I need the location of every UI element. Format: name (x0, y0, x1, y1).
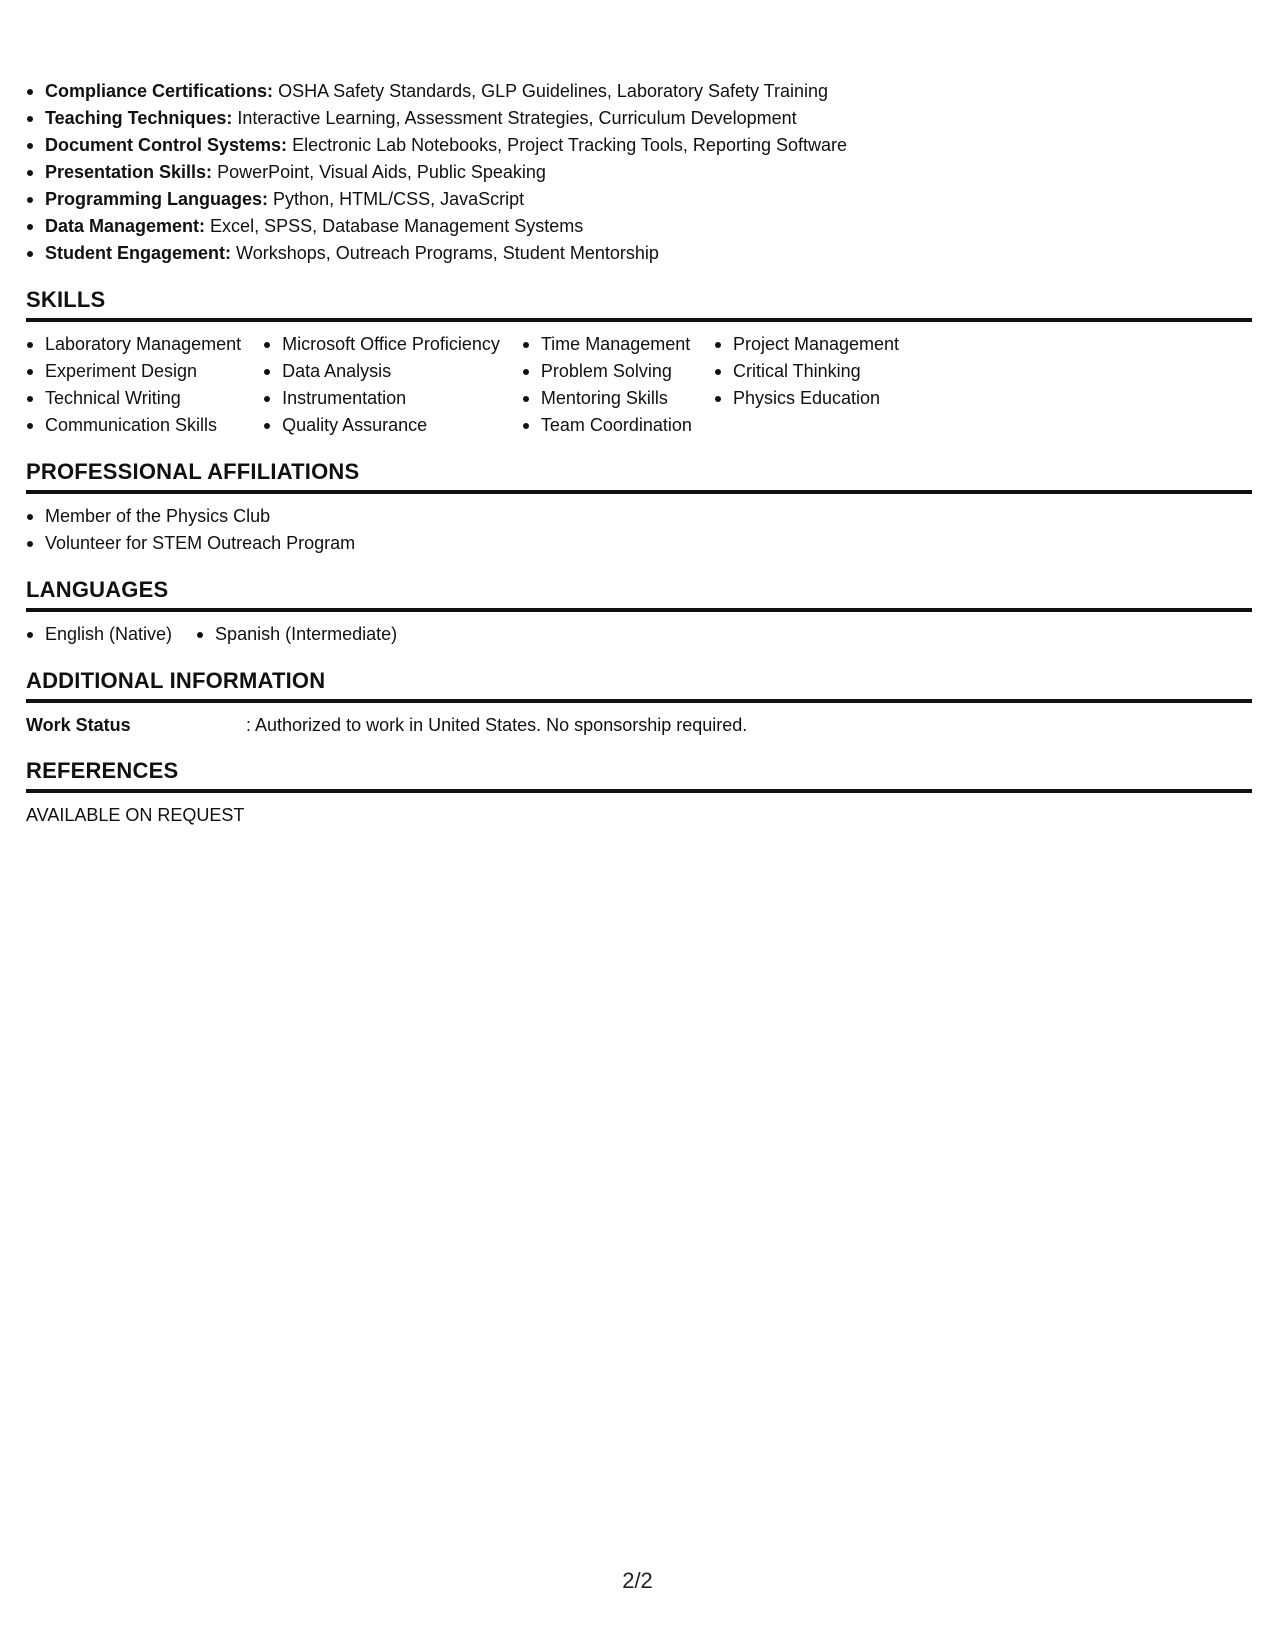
skills-column-2 (263, 331, 500, 439)
work-status-label: Work Status (26, 715, 131, 735)
skill-item: Mentoring Skills (522, 385, 692, 412)
skill-item: Communication Skills (26, 412, 241, 439)
section-title-languages: LANGUAGES (26, 577, 1252, 612)
language-item: Spanish (Intermediate) (196, 621, 397, 648)
work-status-row (26, 712, 1252, 738)
skill-item: Quality Assurance (263, 412, 500, 439)
skill-item: Experiment Design (26, 358, 241, 385)
affiliations-section (26, 459, 1252, 557)
item-value: Python, HTML/CSS, JavaScript (273, 189, 525, 209)
item-label: Compliance Certifications: (45, 81, 274, 101)
technical-proficiencies-list (26, 78, 1252, 267)
list-item (26, 240, 1252, 267)
item-value: Interactive Learning, Assessment Strategies, Curriculum Development (237, 108, 797, 128)
item-label: Document Control Systems: (45, 135, 288, 155)
skill-item: Physics Education (714, 385, 899, 412)
skill-item: Technical Writing (26, 385, 241, 412)
skills-column-1 (26, 331, 241, 439)
resume-page (26, 78, 1252, 828)
affiliations-list (26, 503, 1252, 557)
section-title-skills: SKILLS (26, 287, 1252, 322)
list-item (26, 105, 1252, 132)
work-status-value: : Authorized to work in United States. No sponsorship required. (246, 715, 748, 735)
page-number: 2/2 (622, 1568, 653, 1593)
section-title-references: REFERENCES (26, 758, 1252, 793)
item-value: Workshops, Outreach Programs, Student Mentorship (236, 243, 659, 263)
skill-item: Project Management (714, 331, 899, 358)
item-label: Student Engagement: (45, 243, 232, 263)
list-item (26, 159, 1252, 186)
skill-item: Problem Solving (522, 358, 692, 385)
references-section (26, 758, 1252, 828)
language-item: English (Native) (26, 621, 172, 648)
languages-list (26, 621, 1252, 648)
skill-item: Team Coordination (522, 412, 692, 439)
item-label: Programming Languages: (45, 189, 269, 209)
list-item (26, 78, 1252, 105)
item-value: PowerPoint, Visual Aids, Public Speaking (217, 162, 546, 182)
list-item (26, 132, 1252, 159)
skill-item: Instrumentation (263, 385, 500, 412)
skill-item: Time Management (522, 331, 692, 358)
item-label: Data Management: (45, 216, 206, 236)
skills-column-4 (714, 331, 899, 439)
skill-item: Microsoft Office Proficiency (263, 331, 500, 358)
item-value: Electronic Lab Notebooks, Project Tracking Tools, Reporting Software (292, 135, 848, 155)
item-value: Excel, SPSS, Database Management Systems (210, 216, 584, 236)
skills-column-3 (522, 331, 692, 439)
list-item (26, 186, 1252, 213)
skills-section (26, 287, 1252, 439)
item-label: Presentation Skills: (45, 162, 213, 182)
list-item: Member of the Physics Club (26, 503, 1252, 530)
section-title-additional-info: ADDITIONAL INFORMATION (26, 668, 1252, 703)
list-item (26, 213, 1252, 240)
skill-item: Data Analysis (263, 358, 500, 385)
skill-item: Critical Thinking (714, 358, 899, 385)
references-text: AVAILABLE ON REQUEST (26, 805, 245, 825)
languages-section (26, 577, 1252, 648)
item-value: OSHA Safety Standards, GLP Guidelines, Laboratory Safety Training (278, 81, 829, 101)
item-label: Teaching Techniques: (45, 108, 233, 128)
skill-item: Laboratory Management (26, 331, 241, 358)
list-item: Volunteer for STEM Outreach Program (26, 530, 1252, 557)
section-title-affiliations: PROFESSIONAL AFFILIATIONS (26, 459, 1252, 494)
additional-info-section (26, 668, 1252, 738)
skills-grid (26, 331, 1252, 439)
